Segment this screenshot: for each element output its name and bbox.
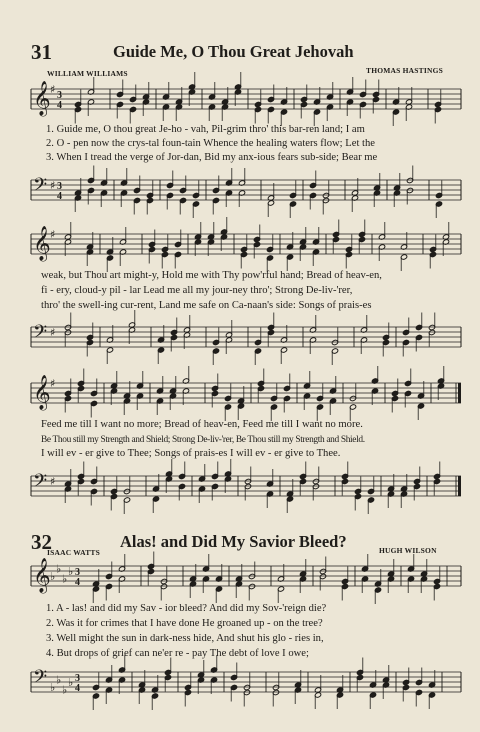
svg-text:4: 4	[75, 683, 80, 694]
hymn-title: Alas! and Did My Savior Bleed?	[120, 532, 347, 551]
svg-text:♭: ♭	[62, 683, 68, 697]
hymn-title: Guide Me, O Thou Great Jehovah	[113, 42, 354, 61]
words-credit: WILLIAM WILLIAMS	[47, 69, 128, 78]
svg-text:♭: ♭	[56, 673, 62, 687]
svg-text:3: 3	[75, 673, 80, 684]
svg-text:𝄞: 𝄞	[33, 375, 51, 410]
svg-text:𝄢: 𝄢	[33, 175, 48, 200]
svg-text:3: 3	[57, 181, 62, 192]
svg-text:𝄞: 𝄞	[33, 226, 51, 261]
svg-text:𝄢: 𝄢	[33, 471, 48, 496]
lyric-line: 4. But drops of grief can ne'er re - pay The debt of love I owe;	[46, 648, 309, 659]
lyric-line: thro' the swell-ing cur-rent, Land me safe on Ca-naan's side: Songs of prais-es	[41, 300, 372, 311]
lyric-line: 2. O - pen now the crys-tal foun-tain Whence the healing waters flow; Let the	[46, 138, 375, 149]
lyric-line: I will ev - er give to Thee; Songs of prais-es I will ev - er give to Thee.	[41, 448, 341, 459]
svg-text:♯: ♯	[50, 475, 56, 488]
svg-text:♭: ♭	[50, 681, 56, 694]
svg-text:♯: ♯	[50, 83, 56, 96]
svg-text:♭: ♭	[56, 562, 62, 576]
hymn-number: 31	[31, 40, 52, 64]
music-credit: HUGH WILSON	[379, 546, 437, 555]
lyric-line: fi - ery, cloud-y pil - lar Lead me all my jour-ney thro'; Strong De-liv-'rer,	[41, 285, 353, 296]
svg-text:4: 4	[57, 191, 62, 202]
svg-text:𝄞: 𝄞	[33, 81, 51, 116]
svg-text:♭: ♭	[68, 676, 74, 689]
lyric-line: 2. Was it for crimes that I have done He groaned up - on the tree?	[46, 618, 323, 629]
svg-text:𝄢: 𝄢	[33, 667, 48, 692]
svg-text:♭: ♭	[50, 570, 56, 583]
svg-text:𝄞: 𝄞	[33, 558, 51, 593]
svg-text:4: 4	[75, 577, 80, 588]
svg-text:♭: ♭	[68, 565, 74, 578]
lyric-line: 1. Guide me, O thou great Je-ho - vah, Pil-grim thro' this bar-ren land; I am	[46, 124, 365, 135]
lyric-line: 1. A - las! and did my Sav - ior bleed? And did my Sov-'reign die?	[46, 603, 327, 614]
lyric-line: weak, but Thou art might-y, Hold me with Thy pow'rful hand; Bread of heav-en,	[41, 270, 382, 281]
svg-text:4: 4	[57, 100, 62, 111]
svg-text:♯: ♯	[50, 179, 56, 192]
svg-text:♭: ♭	[62, 572, 68, 586]
svg-text:♯: ♯	[50, 377, 56, 390]
svg-text:𝄢: 𝄢	[33, 322, 48, 347]
words-credit: ISAAC WATTS	[47, 548, 100, 557]
lyric-line: Be Thou still my Strength and Shield; Strong De-liv-'rer, Be Thou still my Strength and Shield.	[41, 435, 365, 445]
svg-text:3: 3	[57, 90, 62, 101]
lyric-line: 3. Well might the sun in dark-ness hide, And shut his glo - ries in,	[46, 633, 324, 644]
svg-text:3: 3	[75, 567, 80, 578]
lyric-line: 3. When I tread the verge of Jor-dan, Bid my anx-ious fears sub-side; Bear me	[46, 152, 378, 163]
svg-text:♯: ♯	[50, 326, 56, 339]
svg-text:♯: ♯	[50, 228, 56, 241]
lyric-line: Feed me till I want no more; Bread of heav-en, Feed me till I want no more.	[41, 419, 363, 430]
music-credit: THOMAS HASTINGS	[366, 66, 443, 75]
hymn-number: 32	[31, 530, 52, 554]
